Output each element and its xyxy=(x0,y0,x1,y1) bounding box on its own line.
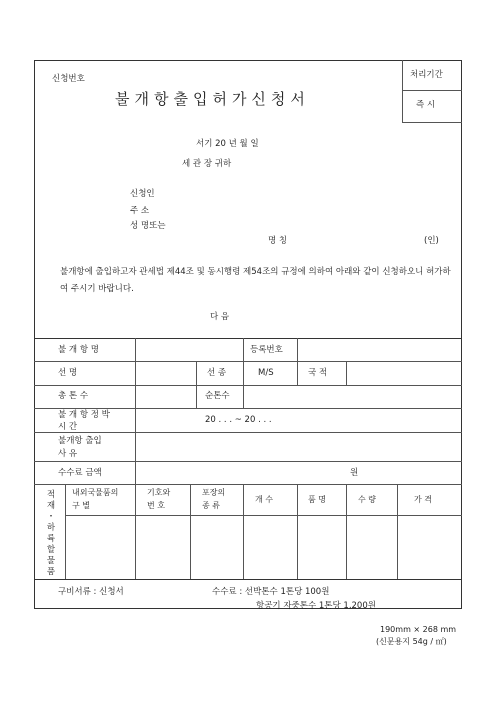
registration-no-label: 등록번호 xyxy=(250,345,283,355)
address-label: 주 소 xyxy=(130,206,150,216)
gross-tonnage-label: 총 톤 수 xyxy=(58,391,89,401)
col-line xyxy=(65,484,66,579)
cargo-col-package-b: 종 류 xyxy=(202,501,220,510)
port-name-field[interactable] xyxy=(136,339,243,361)
name-label: 성 명또는 xyxy=(130,221,166,231)
registration-no-field[interactable] xyxy=(298,339,461,361)
nationality-label: 국 적 xyxy=(308,368,328,378)
net-tonnage-field[interactable] xyxy=(244,386,461,408)
body-text: 불개항에 출입하고자 관세법 제44조 및 동시행령 제54조의 규정에 의하여 아래와 같이 신청하오니 허가하여 주시기 바랍니다. xyxy=(60,267,451,294)
required-documents: 구비서류 : 신청서 xyxy=(58,587,124,597)
cargo-col-distinction-b: 구 별 xyxy=(72,501,90,510)
cargo-col-item: 품 명 xyxy=(308,495,326,504)
cargo-col-mark-a: 기호와 xyxy=(147,488,171,497)
entry-reason-label-2: 사 유 xyxy=(58,449,78,459)
cargo-col-quantity: 수 량 xyxy=(358,495,376,504)
fee-amount-label: 수수료 금액 xyxy=(58,468,102,478)
row-line xyxy=(34,408,462,409)
col-line xyxy=(243,338,244,361)
cargo-col-distinction-a: 내외국물품의 xyxy=(72,488,119,497)
entry-reason-field[interactable] xyxy=(136,433,461,461)
row-line xyxy=(34,461,462,462)
col-line xyxy=(297,361,298,385)
col-line xyxy=(135,484,136,579)
gross-tonnage-field[interactable] xyxy=(136,386,196,408)
recipient: 세 관 장 귀하 xyxy=(182,159,232,169)
cargo-col-package-a: 포장의 xyxy=(202,488,226,497)
ship-name-label: 선 명 xyxy=(58,368,78,378)
processing-period-label: 처리기간 xyxy=(410,70,443,80)
col-line xyxy=(190,484,191,579)
col-line xyxy=(297,484,298,579)
berthing-time-label: 불 개 항 정 박 xyxy=(58,410,110,420)
col-line xyxy=(196,361,197,408)
col-line xyxy=(397,484,398,579)
date-line: 서기 20 년 월 일 xyxy=(196,139,259,149)
applicant-label: 신청인 xyxy=(130,189,155,199)
page-title: 불개항출입허가신청서 xyxy=(115,90,310,108)
net-tonnage-label: 순톤수 xyxy=(205,391,230,401)
processing-box-line xyxy=(402,90,462,91)
entry-reason-label: 불개항 출입 xyxy=(58,436,102,446)
seal-mark: (인) xyxy=(424,236,439,246)
fee-line-1: 수수료 : 선박톤수 1톤당 100원 xyxy=(212,587,330,597)
cargo-col-mark-b: 번 호 xyxy=(147,501,165,510)
cargo-col-count: 개 수 xyxy=(255,495,273,504)
ship-type-label: 선 종 xyxy=(207,368,227,378)
paper-size: 190mm × 268 mm xyxy=(380,625,457,634)
notice-heading: 다 음 xyxy=(210,312,230,322)
cargo-side-label: 적재 ・ 하륙할물품 xyxy=(46,490,56,577)
col-line xyxy=(243,484,244,579)
ship-name-field[interactable] xyxy=(136,362,196,385)
berthing-time-value[interactable]: 20 . . . ~ 20 . . . xyxy=(205,415,272,425)
processing-box-divider xyxy=(402,60,403,122)
company-label: 명 칭 xyxy=(268,236,288,246)
processing-box-bottom xyxy=(402,122,462,123)
paper-spec: (신문용지 54g / ㎡) xyxy=(376,637,447,646)
ship-type-value: M/S xyxy=(258,368,274,378)
processing-period-value: 즉 시 xyxy=(416,100,436,110)
berthing-time-label-2: 시 간 xyxy=(58,422,78,432)
cargo-col-price: 가 격 xyxy=(414,495,432,504)
fee-unit: 원 xyxy=(350,468,359,478)
row-line xyxy=(65,515,462,516)
col-line xyxy=(346,484,347,579)
application-no-label: 신청번호 xyxy=(52,74,85,84)
port-name-label: 불 개 항 명 xyxy=(58,345,99,355)
nationality-field[interactable] xyxy=(347,362,461,385)
fee-line-2: 항공기 자중톤수 1톤당 1,200원 xyxy=(256,601,376,611)
table-bottom xyxy=(34,579,462,580)
